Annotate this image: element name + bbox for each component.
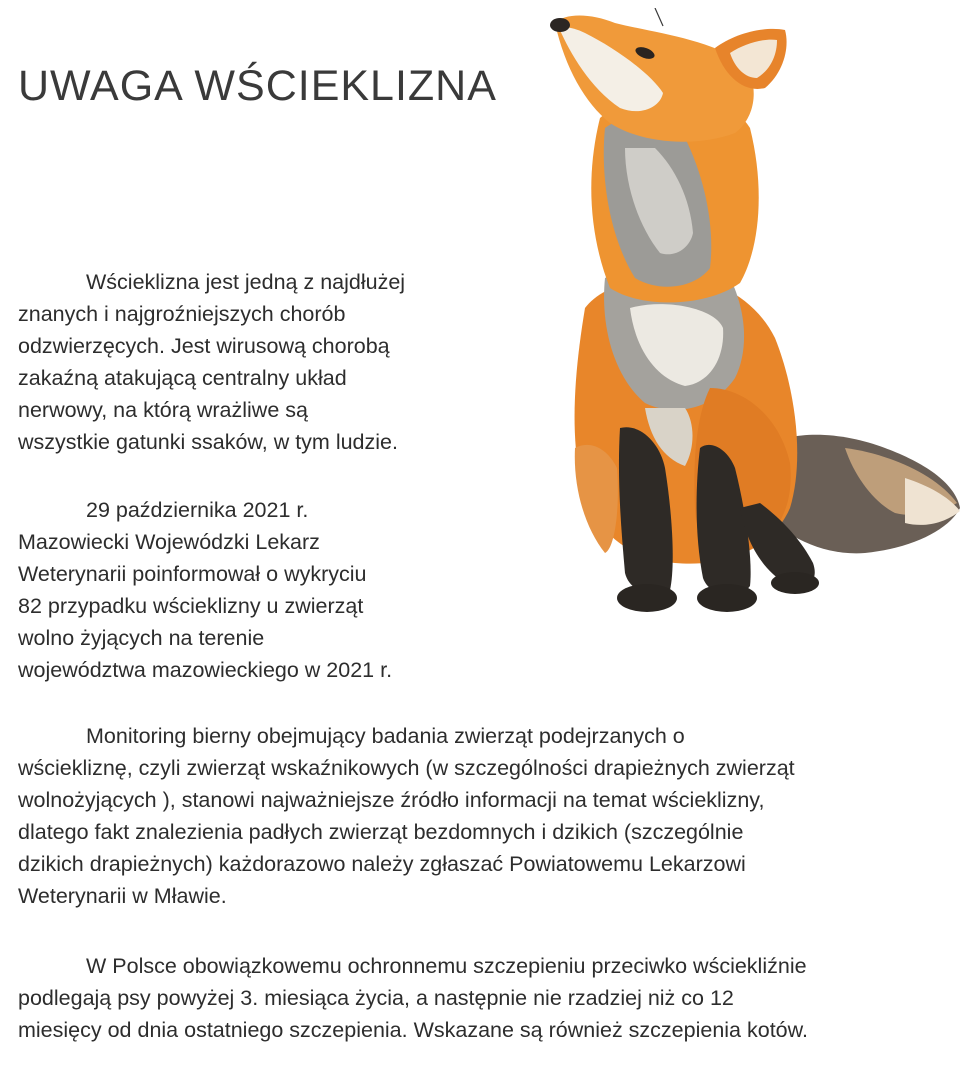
text-line: 82 przypadku wścieklizny u zwierząt <box>18 594 364 618</box>
text-line: dlatego fakt znalezienia padłych zwierząt bezdomnych i dzikich (szczególnie <box>18 820 744 844</box>
fox-illustration <box>545 8 965 618</box>
paragraph-monitoring <box>18 720 938 912</box>
text-line: zakaźną atakującą centralny układ <box>18 366 347 390</box>
document-title: UWAGA WŚCIEKLIZNA <box>18 62 497 110</box>
text-line: miesięcy od dnia ostatniego szczepienia. Wskazane są również szczepienia kotów. <box>18 1018 808 1042</box>
text-line: Weterynarii poinformował o wykryciu <box>18 562 367 586</box>
text-line: wściekliznę, czyli zwierząt wskaźnikowych (w szczególności drapieżnych zwierząt <box>18 756 795 780</box>
text-line: Weterynarii w Mławie. <box>18 884 227 908</box>
text-line: województwa mazowieckiego w 2021 r. <box>18 658 393 682</box>
text-line: podlegają psy powyżej 3. miesiąca życia, a następnie nie rzadziej niż co 12 <box>18 986 734 1010</box>
text-line: znanych i najgroźniejszych chorób <box>18 302 346 326</box>
text-line: wolnożyjących ), stanowi najważniejsze źródło informacji na temat wścieklizny, <box>18 788 765 812</box>
paragraph-announcement <box>18 494 478 686</box>
fox-icon <box>545 8 965 618</box>
text-line: Wścieklizna jest jedną z najdłużej <box>86 270 406 294</box>
text-line: wszystkie gatunki ssaków, w tym ludzie. <box>18 430 398 454</box>
paragraph-vaccination <box>18 950 948 1046</box>
text-line: dzikich drapieżnych) każdorazowo należy zgłaszać Powiatowemu Lekarzowi <box>18 852 746 876</box>
text-line: odzwierzęcych. Jest wirusową chorobą <box>18 334 390 358</box>
paragraph-intro <box>18 266 478 458</box>
text-line: nerwowy, na którą wrażliwe są <box>18 398 308 422</box>
text-line: Monitoring bierny obejmujący badania zwierząt podejrzanych o <box>86 724 685 748</box>
text-line: W Polsce obowiązkowemu ochronnemu szczepieniu przeciwko wściekliźnie <box>86 954 807 978</box>
text-line: 29 października 2021 r. <box>86 498 309 522</box>
text-line: Mazowiecki Wojewódzki Lekarz <box>18 530 320 554</box>
text-line: wolno żyjących na terenie <box>18 626 265 650</box>
